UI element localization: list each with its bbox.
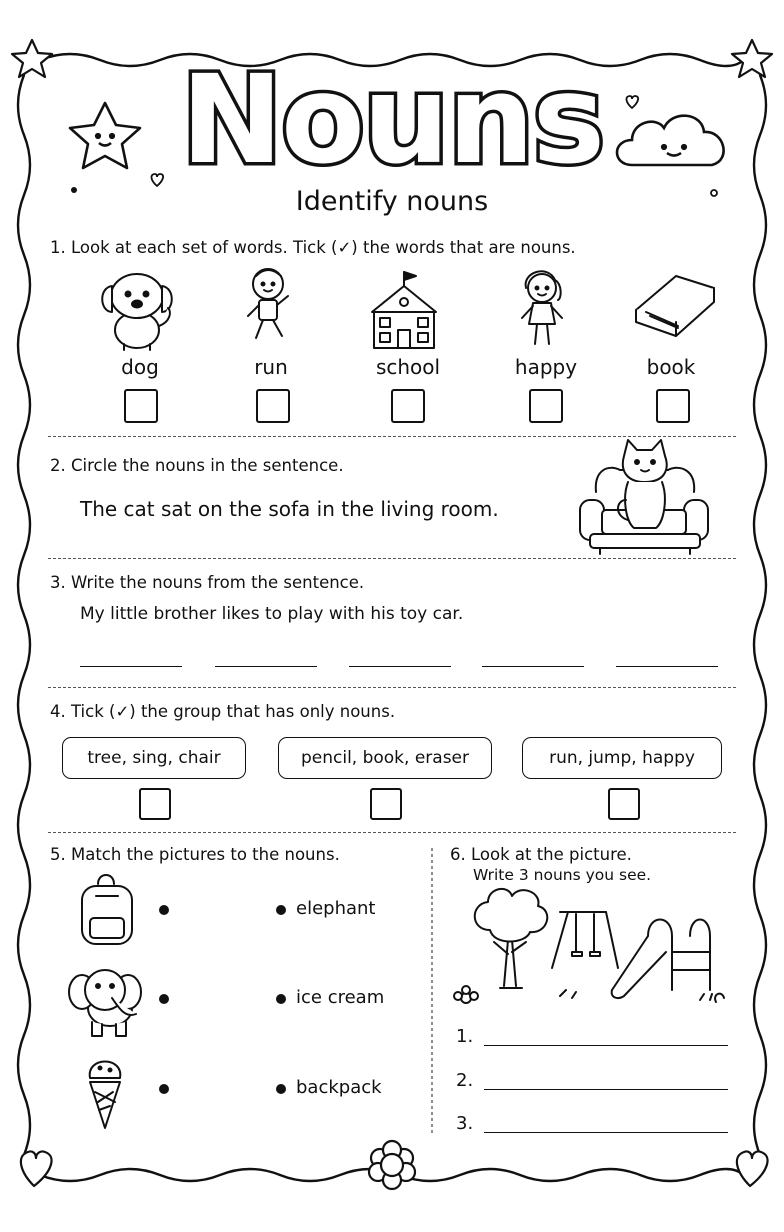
book-icon bbox=[636, 276, 714, 336]
running-boy-icon bbox=[248, 269, 288, 338]
q5-word-dot-backpack[interactable] bbox=[276, 1084, 286, 1094]
q1-checkbox-school[interactable] bbox=[391, 389, 425, 423]
q5-noun-ice-cream: ice cream bbox=[296, 987, 385, 1008]
corner-heart-icon bbox=[21, 1151, 52, 1186]
q4-group-option-3[interactable]: run, jump, happy bbox=[522, 737, 722, 779]
elephant-icon bbox=[69, 970, 141, 1036]
question-6-prompt-line-1: 6. Look at the picture. bbox=[450, 845, 632, 864]
question-2-prompt: 2. Circle the nouns in the sentence. bbox=[50, 456, 344, 475]
q6-number-1: 1. bbox=[456, 1026, 474, 1047]
q1-checkbox-happy[interactable] bbox=[529, 389, 563, 423]
q6-number-3: 3. bbox=[456, 1113, 474, 1134]
q3-sentence: My little brother likes to play with his toy car. bbox=[80, 604, 464, 624]
q5-word-dot-ice-cream[interactable] bbox=[276, 994, 286, 1004]
q4-group-option-2[interactable]: pencil, book, eraser bbox=[278, 737, 492, 779]
section-divider bbox=[48, 687, 736, 688]
ice-cream-icon bbox=[90, 1062, 121, 1129]
q6-answer-line-1[interactable] bbox=[484, 1045, 728, 1046]
q3-answer-line-2[interactable] bbox=[215, 666, 317, 667]
dog-icon bbox=[102, 274, 172, 350]
q1-word-school: school bbox=[375, 355, 441, 379]
section-divider bbox=[48, 558, 736, 559]
q1-word-dog: dog bbox=[121, 355, 159, 379]
q1-checkbox-dog[interactable] bbox=[124, 389, 158, 423]
q4-group-option-1[interactable]: tree, sing, chair bbox=[62, 737, 246, 779]
page-title: Nouns bbox=[180, 49, 604, 191]
q5-picture-dot-ice-cream[interactable] bbox=[159, 1084, 169, 1094]
section-divider bbox=[48, 436, 736, 437]
q6-answer-line-3[interactable] bbox=[484, 1132, 728, 1133]
q6-number-2: 2. bbox=[456, 1070, 474, 1091]
question-4-prompt: 4. Tick (✓) the group that has only nouns. bbox=[50, 702, 396, 721]
q1-word-book: book bbox=[646, 355, 696, 379]
q3-answer-line-1[interactable] bbox=[80, 666, 182, 667]
q1-checkbox-book[interactable] bbox=[656, 389, 690, 423]
question-5-prompt: 5. Match the pictures to the nouns. bbox=[50, 845, 340, 864]
page-subtitle: Identify nouns bbox=[295, 186, 489, 217]
question-6-prompt-line-2: Write 3 nouns you see. bbox=[473, 866, 652, 884]
q2-sentence[interactable]: The cat sat on the sofa in the living room. bbox=[80, 497, 499, 521]
school-icon bbox=[372, 272, 436, 348]
q4-checkbox-1[interactable] bbox=[139, 788, 171, 820]
happy-girl-icon bbox=[522, 271, 562, 344]
corner-heart-icon bbox=[737, 1151, 768, 1186]
question-3-prompt: 3. Write the nouns from the sentence. bbox=[50, 573, 365, 592]
q5-picture-dot-elephant[interactable] bbox=[159, 994, 169, 1004]
q1-checkbox-run[interactable] bbox=[256, 389, 290, 423]
q5-noun-backpack: backpack bbox=[296, 1077, 382, 1098]
q4-checkbox-2[interactable] bbox=[370, 788, 402, 820]
q1-word-run: run bbox=[254, 355, 288, 379]
cat-on-sofa-icon bbox=[580, 440, 708, 554]
q3-answer-line-5[interactable] bbox=[616, 666, 718, 667]
q6-answer-line-2[interactable] bbox=[484, 1089, 728, 1090]
q5-word-dot-elephant[interactable] bbox=[276, 905, 286, 915]
question-1-prompt: 1. Look at each set of words. Tick (✓) the words that are nouns. bbox=[50, 238, 576, 257]
backpack-icon bbox=[82, 875, 132, 944]
q1-word-happy: happy bbox=[514, 355, 578, 379]
q3-answer-line-4[interactable] bbox=[482, 666, 584, 667]
q5-picture-dot-backpack[interactable] bbox=[159, 905, 169, 915]
q4-checkbox-3[interactable] bbox=[608, 788, 640, 820]
playground-icon bbox=[454, 889, 724, 1003]
q3-answer-line-3[interactable] bbox=[349, 666, 451, 667]
q5-noun-elephant: elephant bbox=[296, 898, 376, 919]
section-divider bbox=[48, 832, 736, 833]
